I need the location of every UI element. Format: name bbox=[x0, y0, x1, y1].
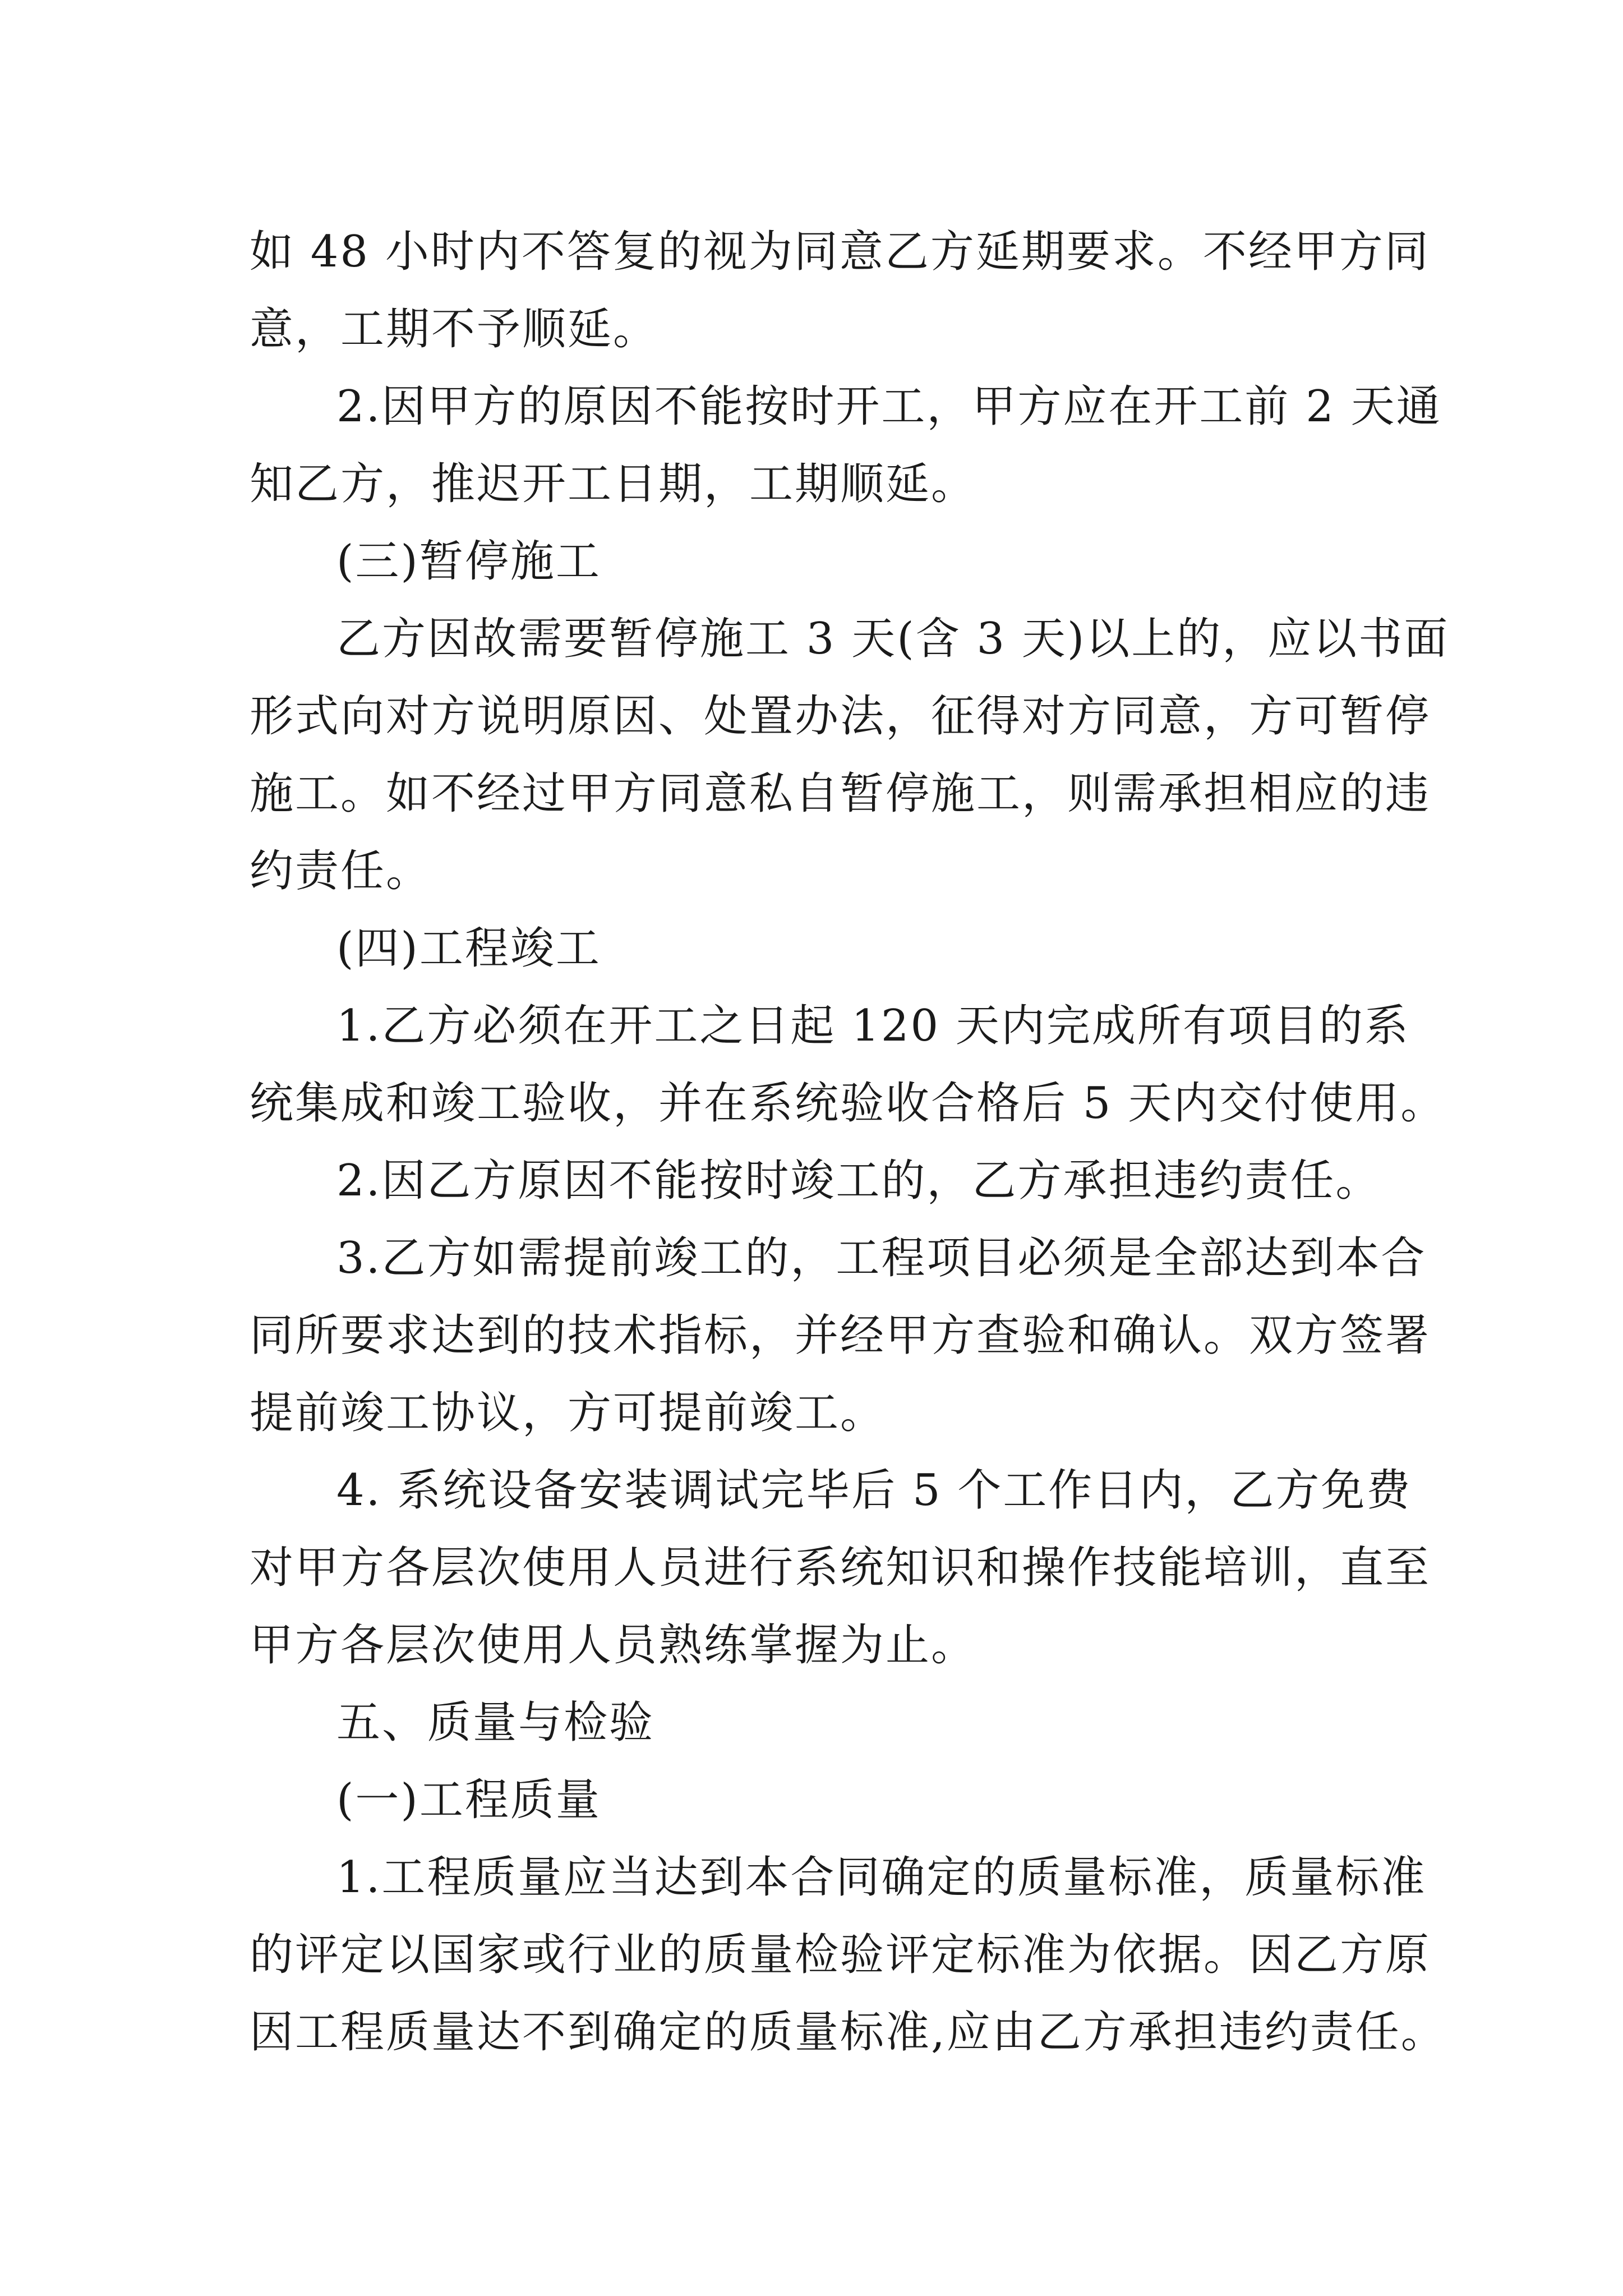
text-line: 对甲方各层次使用人员进行系统知识和操作技能培训，直至 bbox=[250, 1543, 1431, 1593]
text-line: 统集成和竣工验收，并在系统验收合格后 5 天内交付使用。 bbox=[250, 1078, 1446, 1129]
text-line: 知乙方，推迟开工日期，工期顺延。 bbox=[250, 459, 977, 509]
document-body bbox=[250, 213, 1450, 2071]
text-line: 意，工期不予顺延。 bbox=[250, 304, 659, 355]
text-line: 1.工程质量应当达到本合同确定的质量标准，质量标准 bbox=[336, 1852, 1427, 1903]
text-line: 同所要求达到的技术指标，并经甲方查验和确认。双方签署 bbox=[250, 1310, 1431, 1361]
text-line: 如 48 小时内不答复的视为同意乙方延期要求。不经甲方同 bbox=[250, 227, 1430, 277]
text-line: 提前竣工协议，方可提前竣工。 bbox=[250, 1388, 886, 1438]
text-line: 的评定以国家或行业的质量检验评定标准为依据。因乙方原 bbox=[250, 1930, 1431, 1980]
text-line: 施工。如不经过甲方同意私自暂停施工，则需承担相应的违 bbox=[250, 769, 1431, 819]
section-heading: (一)工程质量 bbox=[336, 1775, 601, 1825]
text-line: 甲方各层次使用人员熟练掌握为止。 bbox=[250, 1620, 977, 1671]
text-line: 2.因乙方原因不能按时竣工的，乙方承担违约责任。 bbox=[336, 1156, 1381, 1206]
text-line: 4. 系统设备安装调试完毕后 5 个工作日内，乙方免费 bbox=[336, 1465, 1412, 1516]
text-line: 3.乙方如需提前竣工的，工程项目必须是全部达到本合 bbox=[336, 1233, 1427, 1283]
text-line: 2.因甲方的原因不能按时开工，甲方应在开工前 2 天通 bbox=[336, 381, 1442, 432]
text-line: 形式向对方说明原因、处置办法，征得对方同意，方可暂停 bbox=[250, 691, 1431, 742]
section-heading: 五、质量与检验 bbox=[336, 1697, 655, 1748]
text-line: 因工程质量达不到确定的质量标准,应由乙方承担违约责任。 bbox=[250, 2007, 1446, 2058]
text-line: 乙方因故需要暂停施工 3 天(含 3 天)以上的，应以书面 bbox=[336, 614, 1450, 664]
text-line: 1.乙方必须在开工之日起 120 天内完成所有项目的系 bbox=[336, 1001, 1410, 1051]
text-line: 约责任。 bbox=[250, 846, 432, 896]
section-heading: (三)暂停施工 bbox=[336, 536, 601, 587]
section-heading: (四)工程竣工 bbox=[336, 923, 601, 974]
